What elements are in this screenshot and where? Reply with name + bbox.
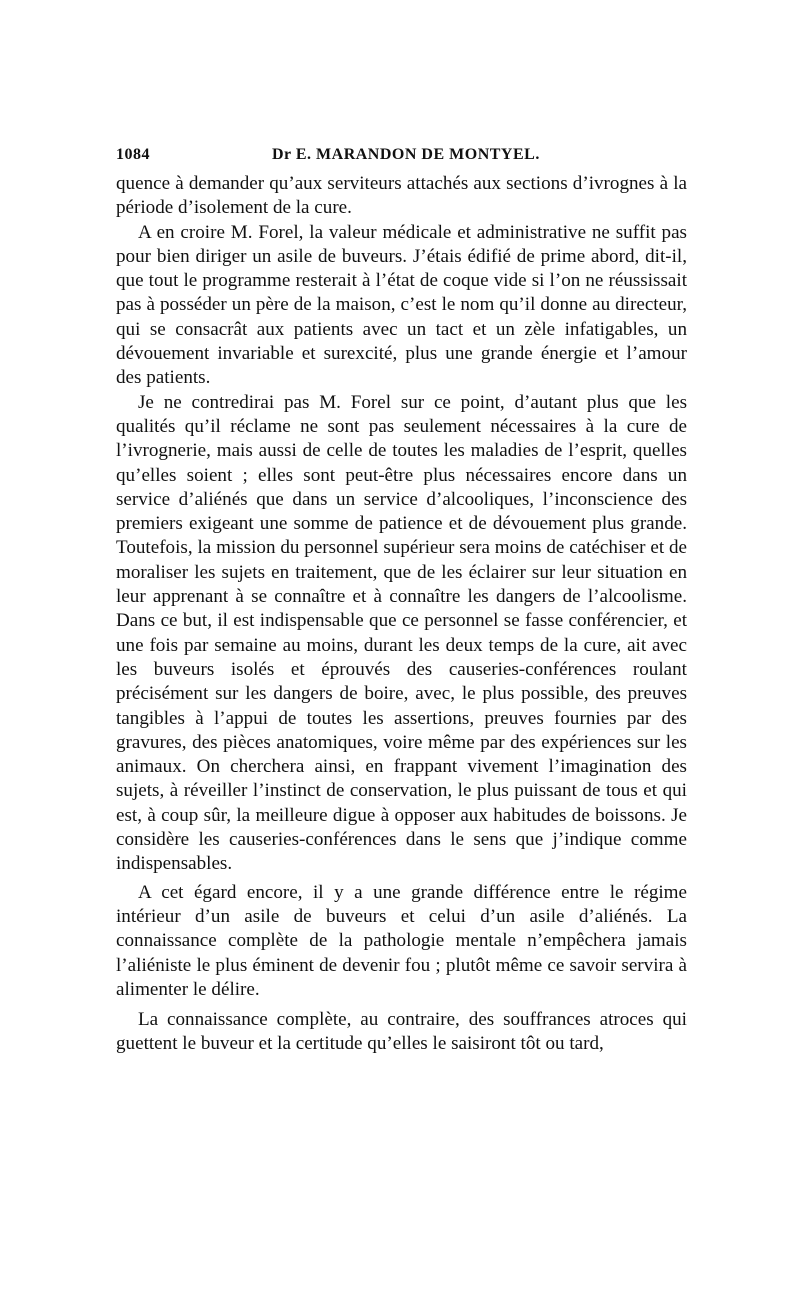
paragraph-forel-opinion: A en croire M. Forel, la valeur médicale et administrative ne suffit pas pour bien diriger un asile de buveurs. J’étais édifié de prime abord, dit-il, que tout le programme resterait à l’état de coque vide si l’on ne réussissait pas à posséder un père de la maison, c’est le nom qu’il donne au directeur, qui se consacrât aux patients avec un tact et un zèle infatigables, un dévouement invariable et surexcité, plus une grande énergie et l’amour des patients. <box>116 221 687 389</box>
running-head <box>116 146 687 172</box>
running-title: Dr E. MARANDON DE MONTYEL. <box>272 146 540 163</box>
paragraph-asylum-difference: A cet égard encore, il y a une grande différence entre le régime intérieur d’un asile de buveurs et celui d’un asile d’aliénés. La connaissance complète de la pathologie mentale n’empêchera jamais l’aliéniste le plus éminent de devenir fou ; plutôt même ce savoir servira à alimenter le délire. <box>116 881 687 1000</box>
page-number: 1084 <box>116 146 150 163</box>
book-page <box>116 146 687 1057</box>
paragraph-continuation: quence à demander qu’aux serviteurs attachés aux sections d’ivrognes à la période d’isolement de la cure. <box>116 173 687 219</box>
paragraph-drinker-suffering: La connaissance complète, au contraire, des souffrances atroces qui guettent le buveur et la certitude qu’elles le saisiront tôt ou tard, <box>116 1009 687 1055</box>
paragraph-staff-mission: Je ne contredirai pas M. Forel sur ce point, d’autant plus que les qualités qu’il réclame ne sont pas seulement nécessaires à la cure de l’ivrognerie, mais aussi de celle de toutes les maladies de l’esprit, quelles qu’elles soient ; elles sont peut-être plus nécessaires encore dans un service d’aliénés que dans un service d’alcooliques, l’inconscience des premiers exigeant une somme de patience et de dévouement plus grande. Toutefois, la mission du personnel supérieur sera moins de catéchiser et de moraliser les sujets en traitement, que de les éclairer sur leur situation en leur apprenant à se connaître et à connaître les dangers de l’alcoolisme. Dans ce but, il est indispensable que ce personnel se fasse conférencier, et une fois par semaine au moins, durant les deux temps de la cure, ait avec les buveurs isolés et éprouvés des causeries-conférences roulant précisément sur les dangers de boire, avec, le plus possible, des preuves tangibles à l’appui de toutes les assertions, preuves fournies par des gravures, des pièces anatomiques, voire même par des expériences sur les animaux. On cherchera ainsi, en frappant vivement l’imagination des sujets, à réveiller l’instinct de conservation, le plus puissant de tous et qui est, à coup sûr, la meilleure digue à opposer aux habitudes de boissons. Je considère les causeries-conférences dans le sens que j’indique comme indispensables. <box>116 391 687 875</box>
